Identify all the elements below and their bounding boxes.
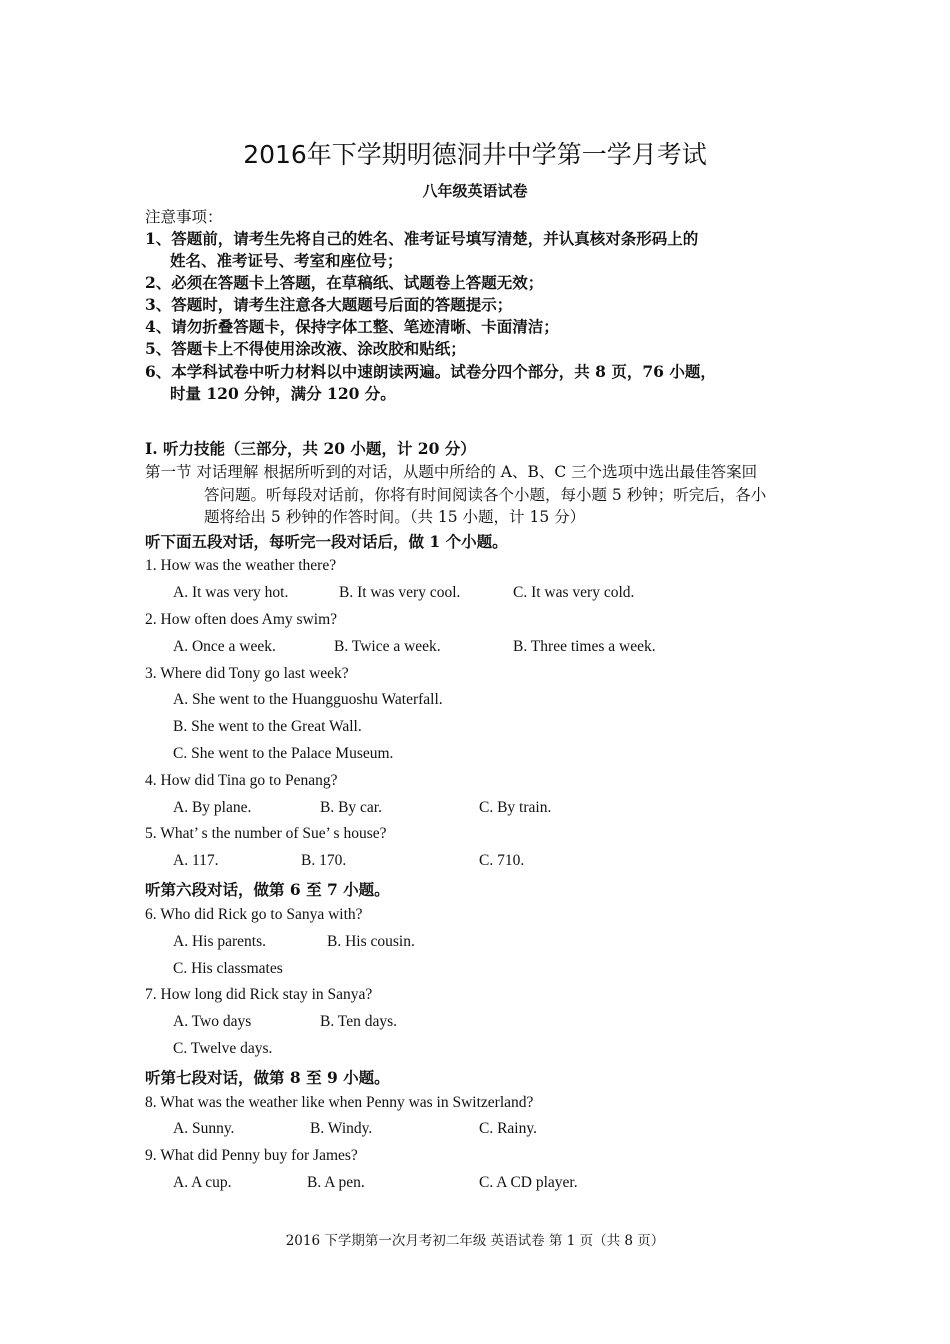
question-3-option-c: C. She went to the Palace Museum. [173,745,394,762]
question-5: 5. What’ s the number of Sue’ s house? [145,825,387,842]
question-4: 4. How did Tina go to Penang? [145,772,338,789]
question-6-option-b: B. His cousin. [327,933,415,950]
question-2-option-b: B. Twice a week. [334,638,441,655]
question-8-option-a: A. Sunny. [173,1120,235,1137]
notice-item-6-cont: 时量 120 分钟，满分 120 分。 [170,384,396,403]
question-2: 2. How often does Amy swim? [145,611,338,628]
question-6-option-a: A. His parents. [173,933,266,950]
question-3-option-a: A. She went to the Huangguoshu Waterfall. [173,691,443,708]
section-heading: I. 听力技能（三部分，共 20 小题，计 20 分） [145,439,476,458]
part1-instructions: 第一节 对话理解 根据所听到的对话，从题中所给的 A、B、C 三个选项中选出最佳答案回 [145,463,758,481]
question-8-option-b: B. Windy. [310,1120,373,1137]
question-5-option-c: C. 710. [479,852,525,869]
question-2-option-a: A. Once a week. [173,638,276,655]
question-1-option-b: B. It was very cool. [339,584,461,601]
question-9-option-c: C. A CD player. [479,1174,578,1191]
question-6: 6. Who did Rick go to Sanya with? [145,906,363,923]
dialogue-instruction-2: 听第六段对话，做第 6 至 7 小题。 [145,880,390,899]
question-6-option-c: C. His classmates [173,960,283,977]
question-3: 3. Where did Tony go last week? [145,665,349,682]
question-7-option-a: A. Two days [173,1013,252,1030]
question-4-option-c: C. By train. [479,799,552,816]
part1-instructions-line3: 题将给出 5 秒钟的作答时间。（共 15 小题，计 15 分） [204,508,586,526]
question-9-option-b: B. A pen. [307,1174,365,1191]
question-8: 8. What was the weather like when Penny was in Switzerland? [145,1094,534,1111]
question-1: 1. How was the weather there? [145,557,337,574]
notice-heading: 注意事项： [145,208,223,226]
question-7-option-c: C. Twelve days. [173,1040,273,1057]
question-1-option-a: A. It was very hot. [173,584,289,601]
question-9: 9. What did Penny buy for James? [145,1147,358,1164]
question-9-option-a: A. A cup. [173,1174,232,1191]
question-7: 7. How long did Rick stay in Sanya? [145,986,373,1003]
question-3-option-b: B. She went to the Great Wall. [173,718,362,735]
notice-item-2: 2、必须在答题卡上答题，在草稿纸、试题卷上答题无效； [145,273,544,292]
question-7-option-b: B. Ten days. [320,1013,397,1030]
notice-item-3: 3、答题时，请考生注意各大题题号后面的答题提示； [145,295,513,314]
notice-item-4: 4、请勿折叠答题卡，保持字体工整、笔迹清晰、卡面清洁； [145,317,559,336]
question-5-option-a: A. 117. [173,852,219,869]
notice-item-1: 1、答题前，请考生先将自己的姓名、准考证号填写清楚，并认真核对条形码上的 [145,229,699,248]
question-8-option-c: C. Rainy. [479,1120,537,1137]
question-4-option-a: A. By plane. [173,799,252,816]
question-2-option-c: B. Three times a week. [513,638,656,655]
dialogue-instruction-3: 听第七段对话，做第 8 至 9 小题。 [145,1068,390,1087]
part1-instructions-line2: 答问题。听每段对话前，你将有时间阅读各个小题，每小题 5 秒钟；听完后，各小 [204,486,767,504]
question-4-option-b: B. By car. [320,799,382,816]
notice-item-1-cont: 姓名、准考证号、考室和座位号； [170,251,403,270]
dialogue-instruction-1: 听下面五段对话，每听完一段对话后，做 1 个小题。 [145,532,508,551]
exam-subtitle: 八年级英语试卷 [422,182,528,200]
question-1-option-c: C. It was very cold. [513,584,635,601]
page-footer: 2016 下学期第一次月考初二年级 英语试卷 第 1 页（共 8 页） [285,1233,665,1249]
exam-title: 2016年下学期明德洞井中学第一学月考试 [243,140,707,169]
notice-item-6: 6、本学科试卷中听力材料以中速朗读两遍。试卷分四个部分，共 8 页，76 小题， [145,362,716,381]
question-5-option-b: B. 170. [301,852,347,869]
notice-item-5: 5、答题卡上不得使用涂改液、涂改胶和贴纸； [145,339,466,358]
